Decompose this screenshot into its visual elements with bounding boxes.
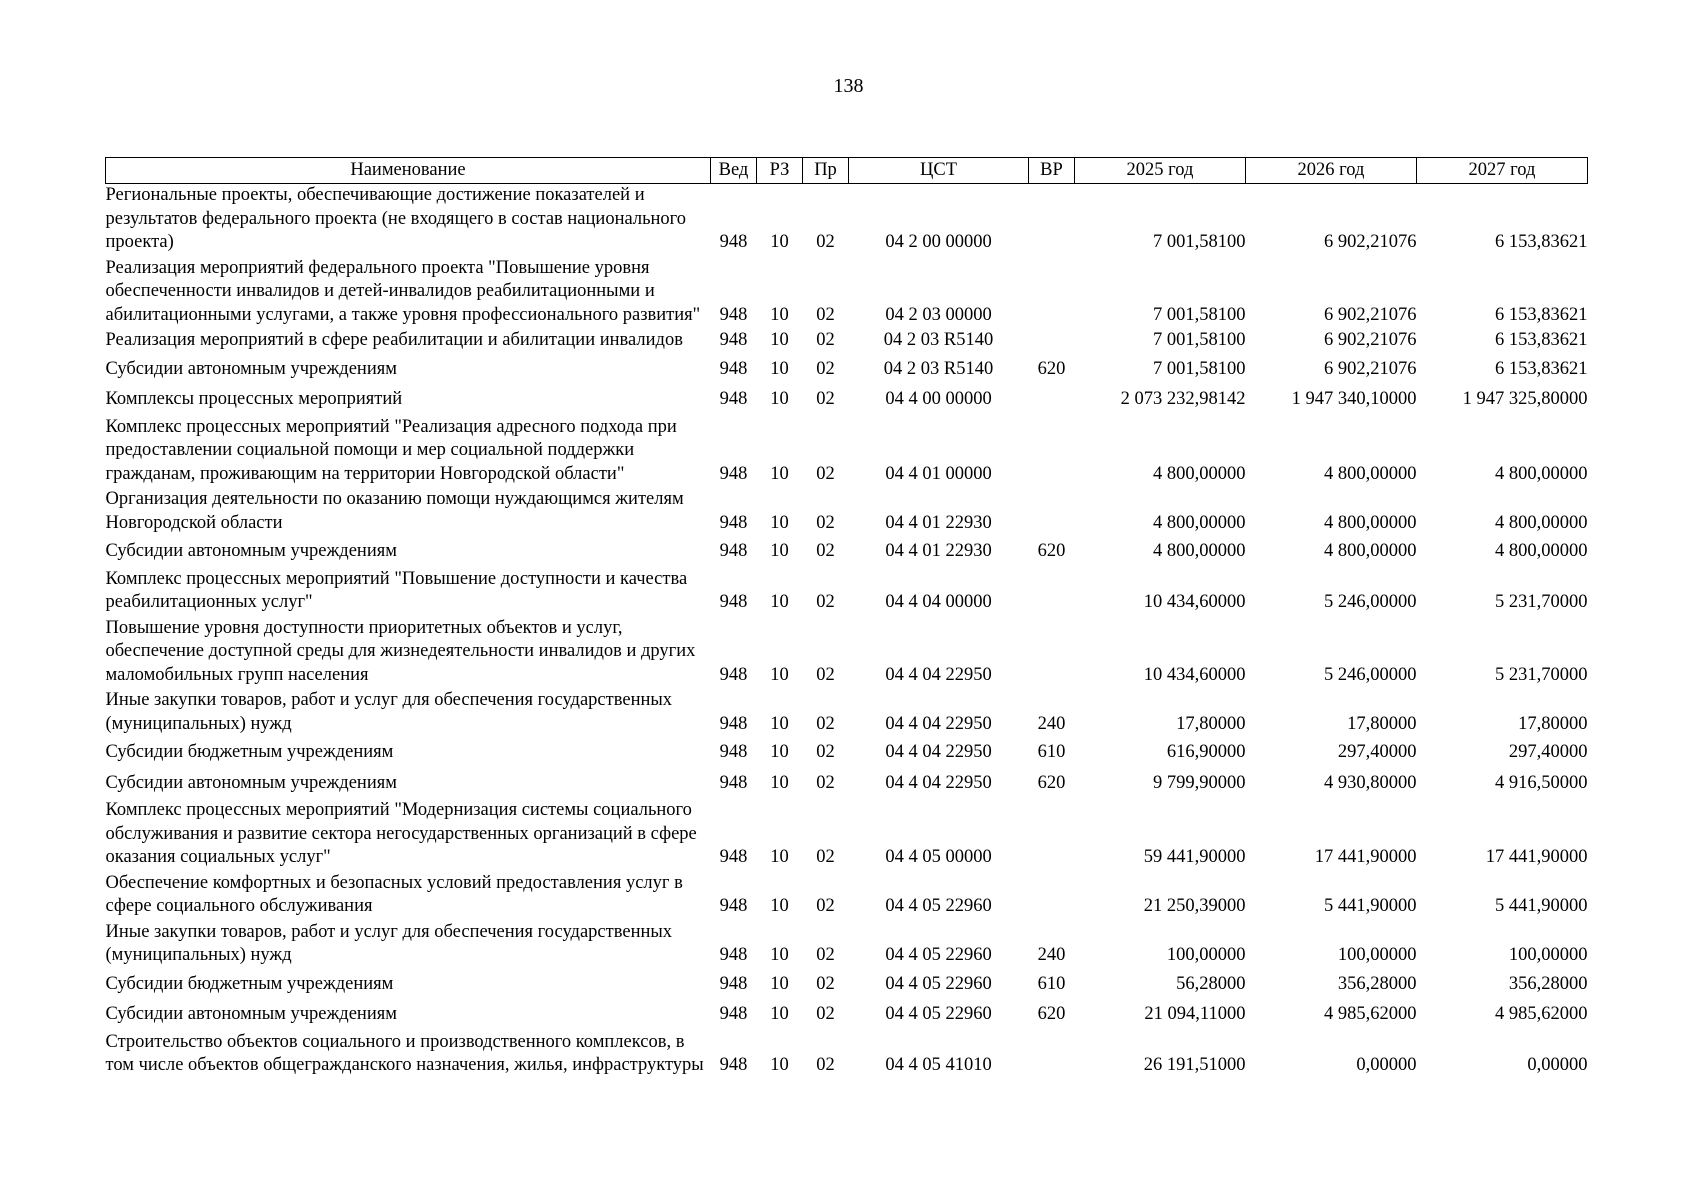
cell-vr bbox=[1029, 416, 1075, 489]
cell-2025: 10 434,60000 bbox=[1143, 664, 1246, 685]
cell-vr bbox=[1029, 184, 1075, 257]
cell-rz: 10 bbox=[770, 541, 789, 561]
cell-2026: 100,00000 bbox=[1337, 945, 1417, 965]
table-row bbox=[106, 184, 1588, 257]
cell-vr: 620 bbox=[1037, 1004, 1066, 1024]
cell-vr: 620 bbox=[1037, 772, 1066, 793]
cell-pr: 02 bbox=[816, 389, 835, 409]
table-row bbox=[106, 355, 1588, 386]
cell-name: Субсидии автономным учреждениям bbox=[105, 1004, 397, 1024]
cell-2026: 6 902,21076 bbox=[1324, 232, 1417, 252]
table-row bbox=[106, 970, 1588, 1001]
cell-2025: 4 800,00000 bbox=[1153, 512, 1246, 533]
header-2025: 2025 год bbox=[1075, 158, 1246, 184]
cell-2026: 4 800,00000 bbox=[1324, 512, 1417, 533]
cell-2026: 17,80000 bbox=[1347, 713, 1417, 734]
cell-name: Субсидии бюджетным учреждениям bbox=[105, 973, 394, 994]
cell-2027: 5 441,90000 bbox=[1495, 896, 1588, 916]
cell-pr: 02 bbox=[816, 358, 835, 379]
header-name: Наименование bbox=[106, 158, 711, 184]
cell-rz: 10 bbox=[770, 664, 789, 685]
cell-ved: 948 bbox=[719, 232, 748, 252]
cell-2027: 4 800,00000 bbox=[1495, 463, 1588, 484]
cell-ved: 948 bbox=[719, 389, 748, 409]
cell-cst: 04 2 03 00000 bbox=[885, 304, 992, 325]
cell-rz: 10 bbox=[770, 945, 789, 965]
cell-vr bbox=[1029, 329, 1075, 355]
cell-rz: 10 bbox=[770, 304, 789, 325]
cell-2026: 6 902,21076 bbox=[1324, 358, 1417, 379]
cell-cst: 04 4 00 00000 bbox=[885, 389, 992, 409]
cell-2027: 356,28000 bbox=[1508, 973, 1588, 994]
cell-name: Иные закупки товаров, работ и услуг для обеспечения государственных (муниципальных) нужд bbox=[105, 690, 673, 734]
cell-pr: 02 bbox=[816, 664, 835, 685]
cell-name: Реализация мероприятий в сфере реабилитации и абилитации инвалидов bbox=[105, 330, 683, 350]
cell-vr: 240 bbox=[1037, 945, 1066, 965]
table-row bbox=[106, 488, 1588, 537]
cell-2027: 0,00000 bbox=[1527, 1055, 1588, 1075]
cell-name: Комплекс процессных мероприятий "Повышение доступности и качества реабилитационных услуг" bbox=[105, 568, 688, 612]
cell-2025: 17,80000 bbox=[1176, 713, 1246, 734]
cell-rz: 10 bbox=[770, 1004, 789, 1024]
cell-name: Субсидии автономным учреждениям bbox=[105, 772, 397, 793]
cell-2026: 0,00000 bbox=[1356, 1055, 1417, 1075]
cell-vr bbox=[1029, 617, 1075, 690]
cell-2025: 26 191,51000 bbox=[1143, 1055, 1246, 1075]
cell-ved: 948 bbox=[719, 945, 748, 965]
cell-cst: 04 4 05 22960 bbox=[885, 1004, 992, 1024]
table-row bbox=[106, 257, 1588, 330]
cell-2027: 5 231,70000 bbox=[1495, 592, 1588, 612]
cell-cst: 04 2 03 R5140 bbox=[883, 358, 994, 379]
table-row bbox=[106, 385, 1588, 416]
cell-rz: 10 bbox=[770, 896, 789, 916]
cell-2026: 4 930,80000 bbox=[1324, 772, 1417, 793]
cell-2026: 5 246,00000 bbox=[1324, 664, 1417, 685]
cell-2025: 616,90000 bbox=[1166, 742, 1246, 762]
table-row bbox=[106, 1031, 1588, 1080]
cell-ved: 948 bbox=[719, 1004, 748, 1024]
budget-table bbox=[105, 157, 1588, 1080]
cell-name: Комплекс процессных мероприятий "Реализация адресного подхода при предоставлении социальной помощи и мер социальной поддержки гражданам, проживающим на территории Новгородской области" bbox=[105, 416, 677, 484]
cell-2025: 2 073 232,98142 bbox=[1120, 389, 1246, 409]
cell-rz: 10 bbox=[770, 358, 789, 379]
cell-2026: 17 441,90000 bbox=[1314, 847, 1417, 867]
cell-2026: 4 985,62000 bbox=[1324, 1004, 1417, 1024]
cell-ved: 948 bbox=[719, 541, 748, 561]
cell-vr: 240 bbox=[1037, 713, 1066, 734]
cell-rz: 10 bbox=[770, 389, 789, 409]
table-row bbox=[106, 617, 1588, 690]
header-cst: ЦСТ bbox=[849, 158, 1029, 184]
cell-rz: 10 bbox=[770, 772, 789, 793]
cell-pr: 02 bbox=[816, 512, 835, 533]
cell-2027: 4 800,00000 bbox=[1495, 541, 1588, 561]
cell-pr: 02 bbox=[816, 973, 835, 994]
cell-2025: 9 799,90000 bbox=[1153, 772, 1246, 793]
cell-cst: 04 4 05 22960 bbox=[885, 973, 992, 994]
cell-name: Субсидии автономным учреждениям bbox=[105, 358, 397, 379]
cell-2026: 5 441,90000 bbox=[1324, 896, 1417, 916]
cell-rz: 10 bbox=[770, 847, 789, 867]
cell-pr: 02 bbox=[816, 896, 835, 916]
cell-cst: 04 4 01 22930 bbox=[885, 541, 992, 561]
cell-cst: 04 4 01 00000 bbox=[885, 463, 992, 484]
header-pr: Пр bbox=[803, 158, 849, 184]
cell-2027: 17,80000 bbox=[1518, 713, 1588, 734]
table-body bbox=[106, 184, 1588, 1080]
cell-pr: 02 bbox=[816, 232, 835, 252]
cell-2027: 6 153,83621 bbox=[1495, 330, 1588, 350]
cell-2025: 100,00000 bbox=[1166, 945, 1246, 965]
cell-rz: 10 bbox=[770, 973, 789, 994]
cell-vr bbox=[1029, 257, 1075, 330]
cell-name: Реализация мероприятий федерального проекта "Повышение уровня обеспеченности инвалидов и детей-инвалидов реабилитационными и абилитационными услугами, а также уровня профессионального развития" bbox=[105, 257, 701, 325]
cell-2027: 4 916,50000 bbox=[1495, 772, 1588, 793]
cell-vr bbox=[1029, 799, 1075, 872]
cell-2025: 21 094,11000 bbox=[1144, 1004, 1246, 1024]
cell-vr: 610 bbox=[1037, 973, 1066, 994]
cell-2026: 1 947 340,10000 bbox=[1291, 389, 1417, 409]
cell-vr bbox=[1029, 1031, 1075, 1080]
table-row bbox=[106, 689, 1588, 738]
cell-cst: 04 4 05 22960 bbox=[885, 945, 992, 965]
cell-2027: 6 153,83621 bbox=[1495, 358, 1588, 379]
header-row bbox=[106, 158, 1588, 184]
cell-2027: 6 153,83621 bbox=[1495, 232, 1588, 252]
cell-2025: 4 800,00000 bbox=[1153, 463, 1246, 484]
table-header bbox=[106, 158, 1588, 184]
cell-pr: 02 bbox=[816, 463, 835, 484]
table-row bbox=[106, 537, 1588, 568]
cell-ved: 948 bbox=[719, 358, 748, 379]
cell-ved: 948 bbox=[719, 664, 748, 685]
cell-vr: 620 bbox=[1037, 541, 1066, 561]
cell-pr: 02 bbox=[816, 1004, 835, 1024]
cell-name: Региональные проекты, обеспечивающие достижение показателей и результатов федерального проекта (не входящего в состав национального проекта) bbox=[105, 185, 687, 252]
cell-2027: 6 153,83621 bbox=[1495, 304, 1588, 325]
header-vr: ВР bbox=[1029, 158, 1075, 184]
cell-cst: 04 4 04 22950 bbox=[885, 664, 992, 685]
cell-cst: 04 4 05 41010 bbox=[885, 1055, 992, 1075]
cell-name: Комплексы процессных мероприятий bbox=[105, 389, 403, 409]
cell-2025: 56,28000 bbox=[1176, 973, 1246, 994]
cell-cst: 04 4 04 00000 bbox=[885, 592, 992, 612]
cell-2027: 5 231,70000 bbox=[1495, 664, 1588, 685]
cell-pr: 02 bbox=[816, 1055, 835, 1075]
cell-pr: 02 bbox=[816, 742, 835, 762]
cell-rz: 10 bbox=[770, 463, 789, 484]
cell-2026: 356,28000 bbox=[1337, 973, 1417, 994]
cell-ved: 948 bbox=[719, 847, 748, 867]
cell-2026: 4 800,00000 bbox=[1324, 541, 1417, 561]
table-row bbox=[106, 329, 1588, 355]
table-row bbox=[106, 769, 1588, 800]
cell-name: Повышение уровня доступности приоритетных объектов и услуг, обеспечение доступной среды для жизнедеятельности инвалидов и других маломобильных групп населения bbox=[105, 617, 696, 685]
cell-ved: 948 bbox=[719, 592, 748, 612]
cell-rz: 10 bbox=[770, 742, 789, 762]
cell-name: Субсидии автономным учреждениям bbox=[105, 541, 397, 561]
cell-pr: 02 bbox=[816, 592, 835, 612]
cell-2026: 5 246,00000 bbox=[1324, 592, 1417, 612]
cell-cst: 04 4 04 22950 bbox=[885, 772, 992, 793]
cell-2025: 7 001,58100 bbox=[1153, 358, 1246, 379]
cell-vr: 620 bbox=[1037, 358, 1066, 379]
cell-name: Организация деятельности по оказанию помощи нуждающимся жителям Новгородской области bbox=[105, 489, 684, 533]
cell-vr bbox=[1029, 488, 1075, 537]
cell-ved: 948 bbox=[719, 896, 748, 916]
cell-vr bbox=[1029, 385, 1075, 416]
cell-2026: 297,40000 bbox=[1337, 742, 1417, 762]
cell-2025: 7 001,58100 bbox=[1153, 304, 1246, 325]
cell-name: Субсидии бюджетным учреждениям bbox=[105, 742, 394, 762]
cell-2025: 21 250,39000 bbox=[1143, 896, 1246, 916]
table-row bbox=[106, 799, 1588, 872]
cell-2025: 59 441,90000 bbox=[1143, 847, 1246, 867]
cell-ved: 948 bbox=[719, 330, 748, 350]
cell-cst: 04 4 05 00000 bbox=[885, 847, 992, 867]
cell-2026: 4 800,00000 bbox=[1324, 463, 1417, 484]
cell-ved: 948 bbox=[719, 772, 748, 793]
cell-ved: 948 bbox=[719, 512, 748, 533]
cell-name: Комплекс процессных мероприятий "Модернизация системы социального обслуживания и развитие сектора негосударственных организаций в сфере оказания социальных услуг" bbox=[105, 800, 697, 867]
cell-rz: 10 bbox=[770, 232, 789, 252]
cell-cst: 04 2 00 00000 bbox=[885, 232, 992, 252]
cell-2025: 7 001,58100 bbox=[1153, 232, 1246, 252]
header-2027: 2027 год bbox=[1417, 158, 1588, 184]
cell-cst: 04 4 04 22950 bbox=[885, 742, 992, 762]
cell-pr: 02 bbox=[816, 304, 835, 325]
table-row bbox=[106, 738, 1588, 769]
cell-pr: 02 bbox=[816, 945, 835, 965]
cell-2027: 297,40000 bbox=[1508, 742, 1588, 762]
cell-name: Иные закупки товаров, работ и услуг для обеспечения государственных (муниципальных) нужд bbox=[105, 921, 673, 965]
header-2026: 2026 год bbox=[1246, 158, 1417, 184]
cell-ved: 948 bbox=[719, 713, 748, 734]
cell-rz: 10 bbox=[770, 713, 789, 734]
cell-name: Строительство объектов социального и производственного комплексов, в том числе объектов общегражданского назначения, жилья, инфраструктуры bbox=[105, 1031, 704, 1075]
cell-name: Обеспечение комфортных и безопасных условий предоставления услуг в сфере социального обслуживания bbox=[105, 872, 683, 916]
cell-pr: 02 bbox=[816, 541, 835, 561]
cell-ved: 948 bbox=[719, 1055, 748, 1075]
header-rz: РЗ bbox=[757, 158, 803, 184]
cell-cst: 04 2 03 R5140 bbox=[883, 330, 994, 350]
cell-2027: 1 947 325,80000 bbox=[1462, 389, 1588, 409]
cell-2025: 10 434,60000 bbox=[1143, 592, 1246, 612]
cell-vr bbox=[1029, 872, 1075, 921]
cell-pr: 02 bbox=[816, 772, 835, 793]
cell-2025: 4 800,00000 bbox=[1153, 541, 1246, 561]
cell-pr: 02 bbox=[816, 713, 835, 734]
cell-2027: 17 441,90000 bbox=[1485, 847, 1588, 867]
page-number: 138 bbox=[833, 75, 864, 97]
cell-cst: 04 4 05 22960 bbox=[885, 896, 992, 916]
cell-rz: 10 bbox=[770, 592, 789, 612]
table-row bbox=[106, 416, 1588, 489]
cell-ved: 948 bbox=[719, 742, 748, 762]
cell-2025: 7 001,58100 bbox=[1153, 330, 1246, 350]
cell-cst: 04 4 04 22950 bbox=[885, 713, 992, 734]
cell-ved: 948 bbox=[719, 463, 748, 484]
cell-2027: 4 985,62000 bbox=[1495, 1004, 1588, 1024]
table-row bbox=[106, 568, 1588, 617]
cell-2027: 100,00000 bbox=[1508, 945, 1588, 965]
table-row bbox=[106, 921, 1588, 970]
cell-rz: 10 bbox=[770, 1055, 789, 1075]
cell-vr: 610 bbox=[1037, 742, 1066, 762]
cell-2026: 6 902,21076 bbox=[1324, 304, 1417, 325]
cell-pr: 02 bbox=[816, 847, 835, 867]
cell-cst: 04 4 01 22930 bbox=[885, 512, 992, 533]
table-row bbox=[106, 1000, 1588, 1031]
cell-2027: 4 800,00000 bbox=[1495, 512, 1588, 533]
cell-pr: 02 bbox=[816, 330, 835, 350]
cell-ved: 948 bbox=[719, 304, 748, 325]
cell-rz: 10 bbox=[770, 330, 789, 350]
cell-vr bbox=[1029, 568, 1075, 617]
cell-rz: 10 bbox=[770, 512, 789, 533]
cell-2026: 6 902,21076 bbox=[1324, 330, 1417, 350]
table-row bbox=[106, 872, 1588, 921]
header-ved: Вед bbox=[711, 158, 757, 184]
cell-ved: 948 bbox=[719, 973, 748, 994]
